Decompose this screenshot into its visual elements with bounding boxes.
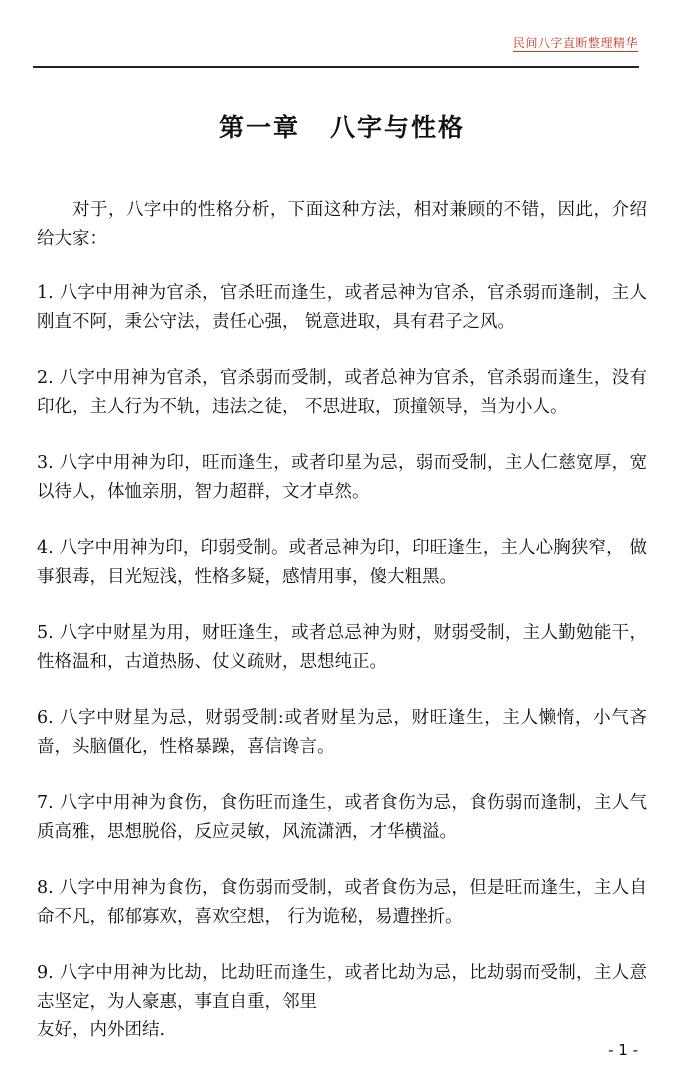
list-item-line: 友好，内外团结. [37, 1020, 166, 1040]
list-item: 3. 八字中用神为印，旺而逢生，或者印星为忌，弱而受制，主人仁慈宽厚，宽以待人，体恤亲朋，智力超群，文才卓然。 [37, 453, 647, 502]
list-item: 4. 八字中用神为印，印弱受制。或者忌神为印，印旺逢生，主人心胸狭窄， 做事狠毒，目光短浅，性格多疑，感情用事，傻大粗黑。 [37, 538, 647, 587]
chapter-name: 八字与性格 [330, 113, 466, 142]
list-item: 8. 八字中用神为食伤，食伤弱而受制，或者食伤为忌，但是旺而逢生，主人自命不凡，郁郁寡欢，喜欢空想， 行为诡秘，易遭挫折。 [37, 878, 647, 927]
list-item [37, 959, 647, 1045]
list-item: 5. 八字中财星为用，财旺逢生，或者总忌神为财，财弱受制，主人勤勉能干， 性格温和，古道热肠、仗义疏财，思想纯正。 [37, 623, 647, 672]
chapter-title [0, 108, 684, 144]
list-item: 2. 八字中用神为官杀，官杀弱而受制，或者总神为官杀，官杀弱而逢生，没有印化，主人行为不轨，违法之徒， 不思进取，顶撞领导，当为小人。 [37, 368, 647, 417]
header-divider [33, 66, 639, 68]
list-item-line: 9. 八字中用神为比劫，比劫旺而逢生，或者比劫为忌，比劫弱而受制，主人意志坚定，为人豪惠，事直自重，邻里 [37, 963, 647, 1012]
chapter-number: 第一章 [218, 113, 300, 142]
list-item: 6. 八字中财星为忌，财弱受制:或者财星为忌，财旺逢生，主人懒惰，小气吝啬，头脑僵化，性格暴躁，喜信谗言。 [37, 708, 647, 757]
list-item: 7. 八字中用神为食伤，食伤旺而逢生，或者食伤为忌，食伤弱而逢制，主人气质高雅，思想脱俗，反应灵敏，风流潇洒，才华横溢。 [37, 793, 647, 842]
chapter-body [37, 196, 647, 1073]
intro-paragraph: 对于，八字中的性格分析，下面这种方法，相对兼顾的不错，因此，介绍给大家： [37, 200, 647, 249]
list-item: 1. 八字中用神为官杀，官杀旺而逢生，或者忌神为官杀，官杀弱而逢制，主人刚直不阿，秉公守法，责任心强， 锐意进取，具有君子之风。 [37, 283, 647, 332]
page-number: - 1 - [608, 1041, 638, 1059]
running-header-title: 民间八字直断整理精华 [512, 36, 638, 50]
